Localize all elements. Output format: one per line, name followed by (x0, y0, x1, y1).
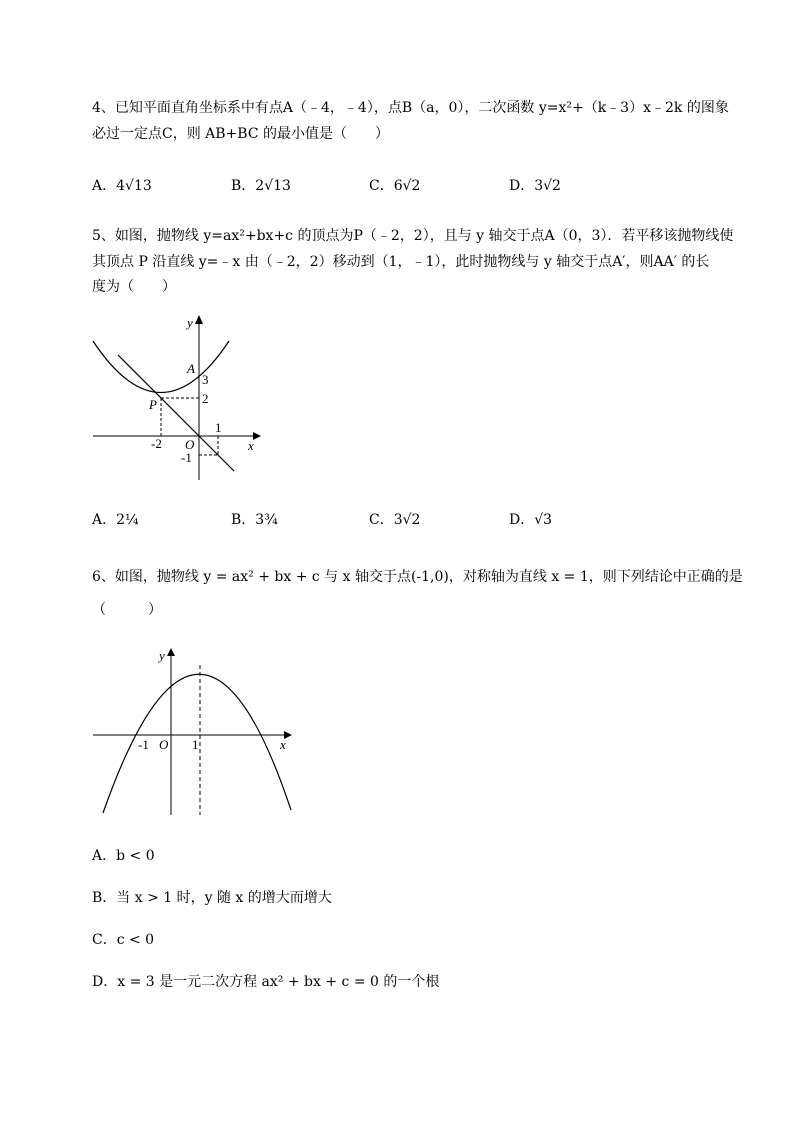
q4-option-d: D．3√2 (509, 178, 561, 194)
q5-label-x: x (248, 438, 254, 453)
q5-option-a: A．2¼ (92, 512, 139, 528)
q5-stem-line2: 其顶点 P 沿直线 y=﹣x 由（﹣2，2）移动到（1，﹣1），此时抛物线与 y 轴交于点A′，则AA′ 的长 (92, 254, 710, 270)
q5-option-d: D．√3 (509, 512, 553, 528)
q5-tick-2: 2 (202, 391, 209, 406)
q5-label-y: y (187, 315, 193, 330)
q5-y-arrow (195, 315, 203, 324)
q6-label-x: x (280, 737, 286, 752)
q5-tick-neg1: -1 (181, 450, 192, 465)
q5-label-a: A (187, 361, 195, 376)
q5-label-o: O (185, 437, 195, 452)
q6-tick-neg1: -1 (138, 737, 149, 752)
q4-stem-line2: 必过一定点C，则 AB+BC 的最小值是（ ） (92, 126, 389, 142)
q6-tick-1: 1 (192, 737, 199, 752)
q4-option-b: B．2√13 (231, 178, 291, 194)
q6-option-c: C．c < 0 (92, 932, 155, 948)
q5-line-y-neg-x (118, 355, 234, 471)
q5-x-arrow (253, 432, 261, 440)
q6-label-y: y (159, 648, 165, 663)
q5-label-p: P (149, 397, 157, 412)
q5-figure (88, 308, 278, 483)
q4-stem-line1: 4、已知平面直角坐标系中有点A（﹣4，﹣4），点B（a，0），二次函数 y=x²+（k﹣3）x﹣2k 的图象 (92, 100, 729, 116)
q5-tick-1: 1 (215, 420, 222, 435)
q5-parabola (93, 341, 229, 393)
q6-option-b: B．当 x > 1 时，y 随 x 的增大而增大 (92, 890, 332, 906)
q6-option-a: A．b < 0 (92, 848, 155, 864)
q5-stem-line1: 5、如图，抛物线 y=ax²+bx+c 的顶点为P（﹣2，2），且与 y 轴交于点A（0，3）．若平移该抛物线使 (92, 228, 734, 244)
q5-tick-neg2: -2 (151, 436, 162, 451)
q5-option-c: C．3√2 (369, 512, 421, 528)
q5-stem-line3: 度为（ ） (92, 279, 176, 295)
q5-tick-3: 3 (202, 372, 209, 387)
q5-option-b: B．3¾ (231, 512, 278, 528)
q6-y-arrow (167, 648, 175, 656)
q4-option-c: C．6√2 (369, 178, 421, 194)
q6-option-d: D．x = 3 是一元二次方程 ax² + bx + c = 0 的一个根 (92, 974, 440, 990)
q6-stem-line1: 6、如图，抛物线 y = ax² + bx + c 与 x 轴交于点(-1,0)，对称轴为直线 x = 1，则下列结论中正确的是 (92, 569, 743, 585)
q4-option-a: A．4√13 (92, 178, 152, 194)
q6-label-o: O (159, 737, 169, 752)
q6-stem-line2: （ ） (92, 602, 162, 618)
q6-figure (88, 645, 303, 820)
